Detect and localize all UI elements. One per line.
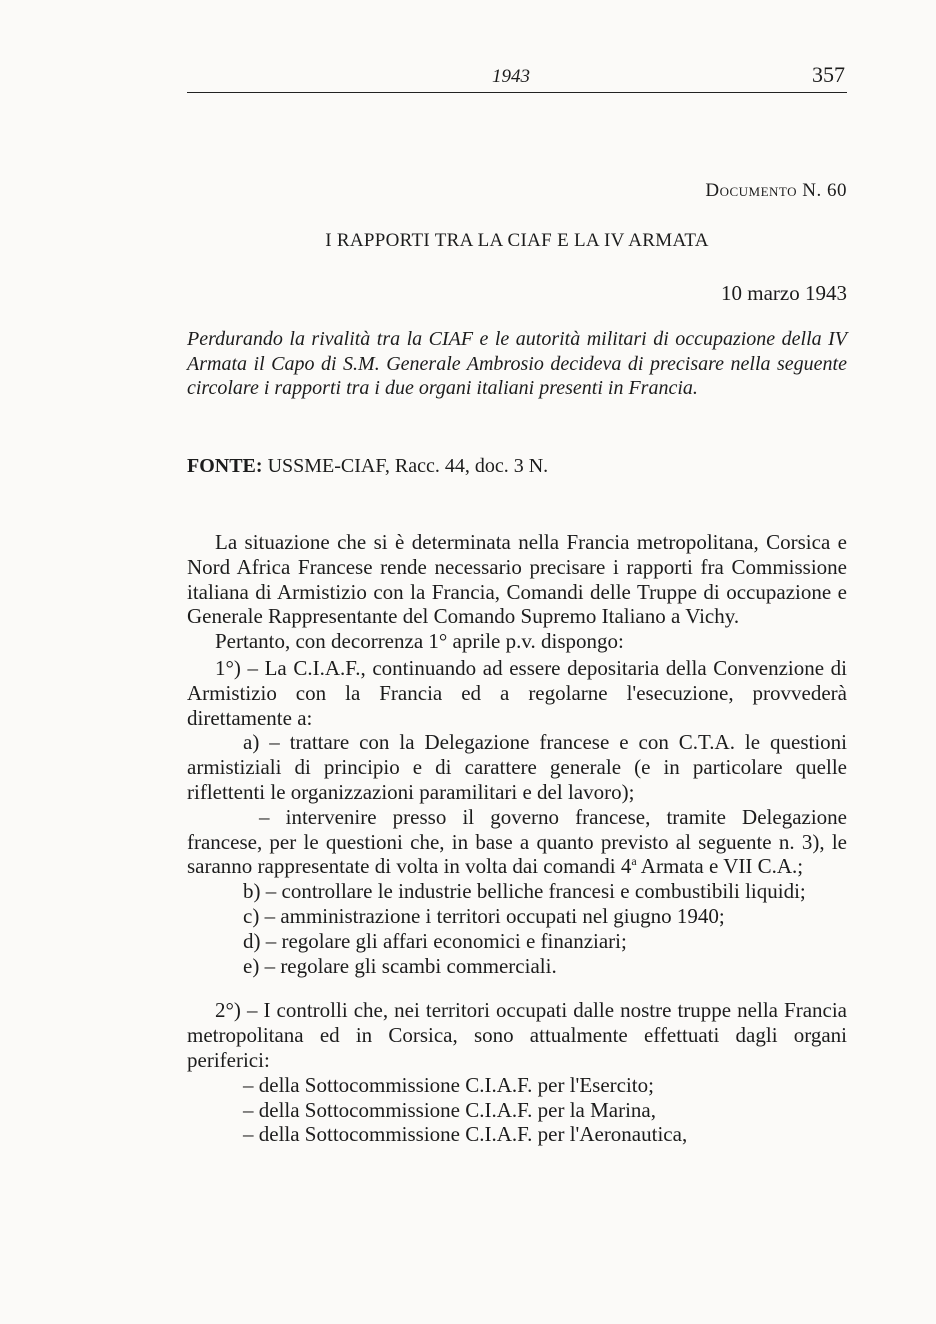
paragraph-2-point: 2°) – I controlli che, nei territori occupati dalle nostre truppe nella Francia metropolitana ed in Corsica, sono attualmente effettuati dagli organi periferici: <box>187 998 847 1072</box>
item-a: a) – trattare con la Delegazione francese e con C.T.A. le questioni armistiziali di principio e di carattere generale (e in particolare quelle riflettenti le organizzazioni paramilitari e del lavoro); <box>187 730 847 804</box>
header-year: 1943 <box>492 66 530 87</box>
document-date: 10 marzo 1943 <box>721 281 847 305</box>
paragraph-1: La situazione che si è determinata nella Francia metropolitana, Corsica e Nord Africa Francese rende necessario precisare i rapporti fra Commissione italiana di Armistizio con la Francia, Comandi delle Truppe di occupazione e Generale Rappresentante del Comando Supremo Italiano a Vichy. <box>187 530 847 629</box>
source-label: FONTE: <box>187 455 263 477</box>
paragraph-2: Pertanto, con decorrenza 1° aprile p.v. dispongo: <box>215 629 624 654</box>
document-abstract: Perdurando la rivalità tra la CIAF e le autorità militari di occupazione della IV Armata il Capo di S.M. Generale Ambrosio decideva di precisare nella seguente circolare i rapporti tra i due organi italiani presenti in Francia. <box>187 328 847 399</box>
document-label: Documento <box>705 180 798 201</box>
item-a-second-end: Armata e VII C.A.; <box>636 854 804 879</box>
item-d: d) – regolare gli affari economici e finanziari; <box>243 928 627 953</box>
running-header <box>187 60 847 93</box>
document-number <box>705 180 847 202</box>
list-item: – della Sottocommissione C.I.A.F. per l'Esercito; <box>243 1072 654 1097</box>
document-body <box>187 530 847 1147</box>
item-a-second-text: – intervenire presso il governo francese, tramite Delegazione francese, per le questioni che, in base a quanto previsto al seguente n. 3), le saranno rappresentate di volta in volta dai comandi 4 <box>187 804 847 879</box>
item-a-second <box>187 805 847 879</box>
list-item: – della Sottocommissione C.I.A.F. per l'Aeronautica, <box>243 1122 688 1147</box>
list-item: – della Sottocommissione C.I.A.F. per la Marina, <box>243 1097 657 1122</box>
item-a-second-sup: a <box>631 854 637 869</box>
item-e: e) – regolare gli scambi commerciali. <box>243 953 557 978</box>
item-b: b) – controllare le industrie belliche francesi e combustibili liquidi; <box>243 879 806 904</box>
source-value: USSME-CIAF, Racc. 44, doc. 3 N. <box>267 455 549 477</box>
paragraph-3: 1°) – La C.I.A.F., continuando ad essere depositaria della Convenzione di Armistizio con la Francia ed a regolarne l'esecuzione, provvederà direttamente a: <box>187 655 847 730</box>
document-source <box>187 455 548 478</box>
document-title: I RAPPORTI TRA LA CIAF E LA IV ARMATA <box>325 230 709 251</box>
page-number: 357 <box>812 62 845 87</box>
document-number-value: N. 60 <box>802 180 847 201</box>
document-page <box>187 60 847 1147</box>
item-c: c) – amministrazione i territori occupati nel giugno 1940; <box>243 903 725 928</box>
